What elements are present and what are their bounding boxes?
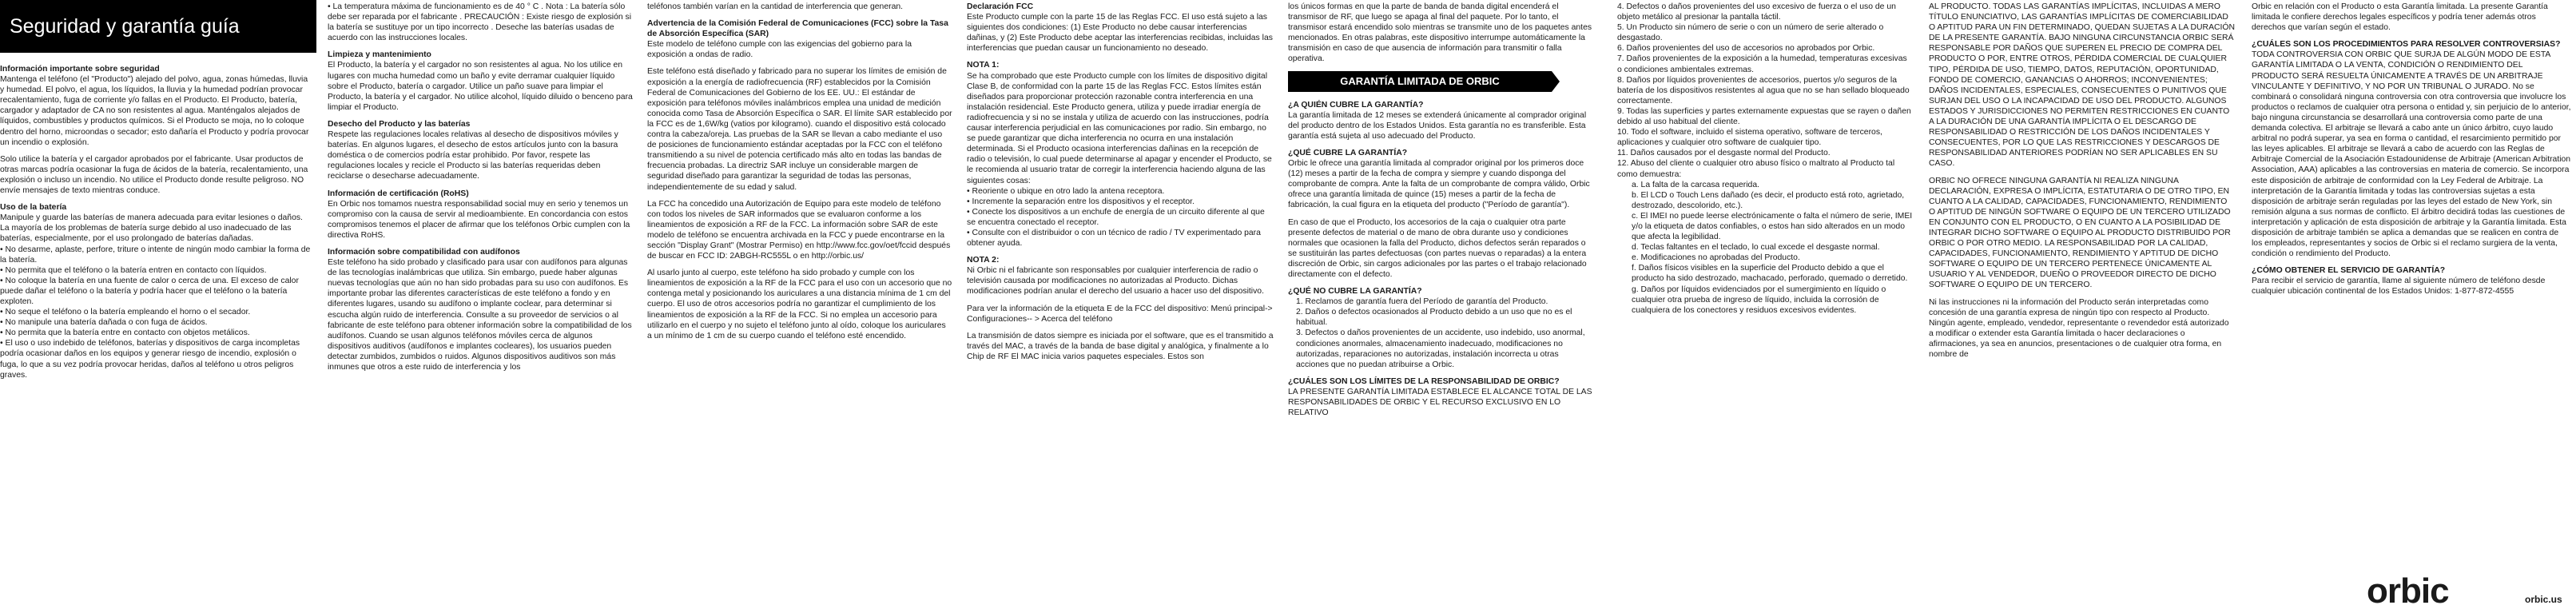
paragraph: Mantenga el teléfono (el "Producto") alejado del polvo, agua, zonas húmedas, lluvia y humedad. El polvo, el agua, los líquidos, la lluvia y la humedad podrían provocar recalentamiento, fuga de corriente y/o fallas en el Producto. El Producto, batería, cargador y adaptador de CA no son resistentes al agua. Manténgalos alejados de líquidos, combustibles y productos químicos. Si el Producto se moja, no lo coloque dentro del horno, microondas o secador; esto dañaría el Producto y podría provocar un incendio o explosión.	[0, 75, 309, 147]
section-heading: Desecho del Producto y las baterías	[328, 119, 471, 129]
paragraph: Al usarlo junto al cuerpo, este teléfono ha sido probado y cumple con los lineamientos de exposición a la RF de la FCC para el uso con un accesorio que no contenga metal y posicionando los auriculares a una distancia mínima de 1 cm del cuerpo. El uso de otros accesorios podría no garantizar el cumplimiento de los lineamientos de exposición a la RF de la FCC. Si no emplea un accesorio para utilizarlo en el cuerpo y no sujeto el teléfono junto al oído, coloque los auriculares a un mínimo de 1 cm de su cuerpo cuando el teléfono esté encendido.	[647, 269, 952, 340]
paragraph: En Orbic nos tomamos nuestra responsabilidad social muy en serio y tenemos un compromiso con la causa de servir al medioambiente. En concordancia con estos compromisos tenemos el placer de afirmar que los teléfonos Orbic cumplen con la directiva RoHS.	[328, 199, 630, 240]
paragraph: Para ver la información de la etiqueta E de la FCC del dispositivo: Menú principal-> Configuraciones-- > Acerca del teléfono	[967, 304, 1273, 324]
paragraph: En caso de que el Producto, los accesorios de la caja o cualquier otra parte presente defectos de material o de mano de obra durante uso y condiciones normales que ocasionen la falla del Producto, dichos defectos serán reparados o se sustituirán las partes defectuosas (con partes nuevas o reparadas) a la entera discreción de Orbic, sin cargos adicionales por las partes o el trabajo relacionado directamente con el defecto.	[1288, 217, 1587, 279]
paragraph: teléfonos también varían en la cantidad de interferencia que generan.	[647, 2, 904, 11]
section-heading: ¿QUÉ CUBRE LA GARANTÍA?	[1288, 148, 1408, 157]
list-item: 8. Daños por líquidos provenientes de accesorios, puertos y/o seguros de la batería de los dispositivos resistentes al agua que no se han sellado bloqueado correctamente.	[1617, 75, 1910, 105]
column-7	[1929, 2, 2236, 613]
column-4	[967, 2, 1274, 613]
section-heading: Declaración FCC	[967, 2, 1034, 11]
list-item: • Incremente la separación entre los dispositivos y el receptor.	[967, 197, 1195, 206]
section-heading: ¿CUÁLES SON LOS PROCEDIMIENTOS PARA RESOLVER CONTROVERSIAS?	[2252, 40, 2561, 50]
numbered-list	[1617, 2, 1913, 180]
list-item: • No coloque la batería en una fuente de calor o cerca de una. El exceso de calor puede dañar el teléfono o la batería y podría hacer que el teléfono o la batería exploten.	[0, 276, 299, 306]
list-item: • Reoriente o ubique en otro lado la antena receptora.	[967, 186, 1165, 196]
section-heading: Limpieza y mantenimiento	[328, 50, 431, 60]
paragraph: TODA CONTROVERSIA CON ORBIC QUE SURJA DE ALGÚN MODO DE ESTA GARANTÍA LIMITADA O LA VENTA, CONDICIÓN O RENDIMIENTO DEL PRODUCTO SERÁ RESUELTA ÚNICAMENTE A TRAVÉS DE UN ARBITRAJE VINCULANTE Y DEFINITIVO, Y NO POR UN TRIBUNAL O JURADO. No se combinará o consolidará ninguna controversia con otra controversia que involucre los productos o reclamos de cualquier otra persona o entidad y, sin perjuicio de lo anterior, bajo ninguna circunstancia se desarrollará una controversia como parte de una demanda colectiva. El arbitraje se llevará a cabo ante un único árbitro, cuyo laudo arbitral no podrá superar, ya sea en forma o cantidad, el resarcimiento permitido por las leyes aplicables. El arbitraje se llevará a cabo de acuerdo con las Reglas de Arbitraje Comercial de la Asociación Estadounidense de Arbitraje (American Arbitration Association, AAA) aplicables a las controversias en materia de comercio. Se incorpora este disposición de arbitraje de conformidad con la Ley Federal de Arbitraje. La interpretación de la Garantía limitada y todas las controversias sujetas a esta disposición de arbitraje serán reguladas por las leyes del estado de New York, sin remisión alguna a sus normas de conflicto. El árbitro decidirá todas las cuestiones de interpretación y aplicación de esta disposición de arbitraje y la Garantía limitada. Esta disposición de arbitraje también se aplica a demandas que se realicen en contra de los empleados, representantes y socios de Orbic si el reclamo surgiera de la venta, condición o rendimiento del Producto.	[2252, 50, 2571, 259]
list-item: b. El LCD o Touch Lens dañado (es decir, el producto está roto, agrietado, destrozado, descolorido, etc.).	[1632, 190, 1905, 210]
section-heading: ¿QUÉ NO CUBRE LA GARANTÍA?	[1288, 287, 1422, 297]
list-item: a. La falta de la carcasa requerida.	[1632, 180, 1759, 189]
section-heading: ¿A QUIÉN CUBRE LA GARANTÍA?	[1288, 100, 1424, 109]
list-item: • No manipule una batería dañada o con fuga de ácidos.	[0, 318, 208, 328]
list-item: d. Teclas faltantes en el teclado, lo cual excede el desgaste normal.	[1632, 243, 1880, 253]
section-heading: ¿CÓMO OBTENER EL SERVICIO DE GARANTÍA?	[2252, 266, 2446, 276]
list-item: • El uso o uso indebido de teléfonos, baterías y dispositivos de carga incompletas podría ocasionar daños en los equipos y generar riesgo de incendio, explosión o fuga, lo que a su vez podría provocar heridas, daños al teléfono u otros peligros graves.	[0, 339, 300, 380]
list-item: 4. Defectos o daños provenientes del uso excesivo de fuerza o el uso de un objeto metálico al presionar la pantalla táctil.	[1617, 2, 1896, 22]
section-heading: Información sobre compatibilidad con audífonos	[328, 247, 520, 257]
numbered-list	[1288, 297, 1593, 370]
section-heading: Información importante sobre seguridad	[0, 65, 160, 74]
list-item: 2. Daños o defectos ocasionados al Producto debido a un uso que no es el habitual.	[1296, 308, 1572, 328]
section-heading: ¿CUÁLES SON LOS LÍMITES DE LA RESPONSABILIDAD DE ORBIC?	[1288, 376, 1560, 386]
list-item: 7. Daños provenientes de la exposición a la humedad, temperaturas excesivas o condiciones ambientales extremas.	[1617, 54, 1907, 74]
column-6	[1609, 2, 1913, 613]
section-heading: NOTA 1:	[967, 61, 1000, 70]
column-2	[328, 2, 633, 613]
paragraph: La FCC ha concedido una Autorización de Equipo para este modelo de teléfono con todos los niveles de SAR informados que se evaluaron conforme a los lineamientos de exposición a RF de la FCC. La información sobre SAR de este modelo de teléfono se encuentra archivada en la FCC y puede encontrarse en la sección "Display Grant" (Mostrar Permiso) en http://www.fcc.gov/oet/fccid después de buscar en FCC ID: 2ABGH-RC555L o en http://orbic.us/	[647, 199, 951, 261]
list-item: • Consulte con el distribuidor o con un técnico de radio / TV experimentado para obtener ayuda.	[967, 228, 1261, 249]
paragraph: La garantía limitada de 12 meses se extenderá únicamente al comprador original del producto dentro de los Estados Unidos. Esta garantía no es transferible. Esta garantía está sujeta al uso adecuado del Producto.	[1288, 110, 1587, 141]
bullet-list	[967, 186, 1274, 249]
list-item: g. Daños por líquidos evidenciados por el sumergimiento en líquido o cualquier otra prueba de ingreso de líquido, incluida la corrosión de cualquiera de los conectores y residuos excesivos evidentes.	[1632, 285, 1886, 315]
list-item: c. El IMEI no puede leerse electrónicamente o falta el número de serie, IMEI y/o la etiqueta de datos confiables, o estos han sido alterados en un modo que afecta la legibilidad.	[1632, 211, 1913, 242]
list-item: • No permita que la batería entre en contacto con objetos metálicos.	[0, 328, 250, 338]
paragraph: Para recibir el servicio de garantía, llame al siguiente número de teléfono desde cualquier ubicación continental de los Estados Unidos: 1-877-872-4555	[2252, 277, 2546, 297]
list-item: 3. Defectos o daños provenientes de un accidente, uso indebido, uso anormal, condiciones anormales, almacenamiento inadecuado, modificaciones no autorizadas, reparaciones no autorizadas, instalación incorrecta u otras acciones que no puedan atribuirse a Orbic.	[1296, 328, 1585, 369]
list-item: • No permita que el teléfono o la batería entren en contacto con líquidos.	[0, 265, 267, 275]
paragraph: Se ha comprobado que este Producto cumple con los límites de dispositivo digital Clase B, de conformidad con la parte 15 de las Reglas FCC. Estos límites están diseñados para proporcionar protección razonable contra interferencia en una instalación residencial. Este Producto genera, utiliza y puede irradiar energía de radiofrecuencia y si no se instala y utiliza de acuerdo con las instrucciones, podría causar interferencia perjudicial en las comunicaciones por radio. Sin embargo, no se puede garantizar que dicha interferencia no ocurra en una instalación determinada. Si el Producto ocasiona interferencias dañinas en la recepción de radio o televisión, lo cual puede determinarse al apagar y encender el Producto, se le recomienda al usuario tratar de corregir la interferencia haciendo alguna de las siguientes cosas:	[967, 71, 1272, 185]
warranty-banner: GARANTÍA LIMITADA DE ORBIC	[1288, 71, 1552, 92]
paragraph: AL PRODUCTO. TODAS LAS GARANTÍAS IMPLÍCITAS, INCLUIDAS A MERO TÍTULO ENUNCIATIVO, LAS GARANTÍAS IMPLÍCITAS DE COMERCIABILIDAD O APTITUD PARA UN FIN DETERMINADO, QUEDAN SUJETAS A LA DURACIÓN DE LA PRESENTE GARANTÍA. BAJO NINGUNA CIRCUNSTANCIA ORBIC SERÁ RESPONSABLE POR DAÑOS QUE SUPEREN EL PRECIO DE COMPRA DEL PRODUCTO O POR, ENTRE OTROS, PÉRDIDA COMERCIAL DE CUALQUIER TIPO, PÉRDIDA DE USO, TIEMPO, DATOS, REPUTACIÓN, OPORTUNIDAD, FONDO DE COMERCIO, GANANCIAS O AHORROS; INCONVENIENTES; DAÑOS INCIDENTALES, ESPECIALES, CONSECUENTES O PUNITIVOS QUE SURJAN DEL USO O LA INCAPACIDAD DE USO DEL PRODUCTO. ALGUNOS ESTADOS Y JURISDICCIONES NO PERMITEN RESTRICCIONES EN CUANTO A LA DURACIÓN DE UNA GARANTÍA IMPLÍCITA O EL DESCARGO DE RESPONSABILIDAD O RESTRICCIÓN DE LOS DAÑOS INCIDENTALES Y CONSECUENTES, POR LO QUE LAS RESTRICCIONES Y DESCARGOS DE RESPONSABILIDAD ANTERIORES PODRÍAN NO SER APLICABLES EN SU CASO.	[1929, 2, 2235, 169]
list-item: • No seque el teléfono o la batería empleando el horno o el secador.	[0, 308, 251, 317]
list-item: 10. Todo el software, incluido el sistema operativo, software de terceros, aplicaciones y cualquier otro software de cualquier tipo.	[1617, 128, 1882, 148]
paragraph: Solo utilice la batería y el cargador aprobados por el fabricante. Usar productos de otras marcas podría ocasionar la fuga de ácidos de la batería, recalentamiento, una explosión o incluso un incendio. No utilice el Producto donde resulte peligroso. NO envíe mensajes de texto mientras conduce.	[0, 154, 308, 196]
paragraph: Este teléfono ha sido probado y clasificado para usar con audífonos para algunas de las tecnologías inalámbricas que utiliza. Sin embargo, puede haber algunas nuevas tecnologías que aún no han sido probadas para su uso con audífonos. Es importante probar las diferentes características de este teléfono a fondo y en diferentes lugares, usando su audífono o implante coclear, para determinar si escucha algún ruido de interferencia. Consulte a su proveedor de servicios o al fabricante de este teléfono para obtener información sobre la compatibilidad de los audífonos. Cuando se usan algunos teléfonos móviles cerca de algunos dispositivos auditivos (audífonos e implantes cocleares), los usuarios pueden detectar zumbidos, zumbidos o ruidos. Algunos dispositivos auditivos son más inmunes que otros a este ruido de interferencia y los	[328, 258, 632, 372]
paragraph: Este teléfono está diseñado y fabricado para no superar los límites de emisión de exposición a la energía de radiofrecuencia (RF) establecidos por la Comisión Federal de Comunicaciones del Gobierno de los EE. UU.: El estándar de exposición para teléfonos móviles inalámbricos emplea una unidad de medición conocida como Tasa de Absorción Específica o SAR. El límite SAR establecido por la FCC es de 1,6W/kg (vatios por kilogramo). cuando el dispositivo está colocado contra la cabeza/oreja. Las pruebas de la SAR se llevan a cabo mediante el uso de posiciones de funcionamiento estándar aceptadas por la FCC con el teléfono transmitiendo a su nivel de potencia certificado más alto en todas las bandas de frecuencia probadas. La directriz SAR incluye un considerable margen de seguridad diseñado para garantizar la seguridad de todas las personas, independientemente de su edad y salud.	[647, 67, 952, 192]
paragraph: Ni Orbic ni el fabricante son responsables por cualquier interferencia de radio o televisión causada por modificaciones no autorizadas al Producto. Dichas modificaciones podrían anular el derecho del usuario a hacer uso del dispositivo.	[967, 266, 1264, 297]
list-item: 1. Reclamos de garantía fuera del Período de garantía del Producto.	[1296, 297, 1548, 307]
list-item: • No desarme, aplaste, perfore, triture o intente de ningún modo cambiar la forma de la batería.	[0, 245, 311, 265]
paragraph: Orbic en relación con el Producto o esta Garantía limitada. La presente Garantía limitada le confiere derechos legales específicos y podría tener además otros derechos que varían según el estado.	[2252, 2, 2548, 33]
column-1	[0, 64, 313, 613]
paragraph: Orbic le ofrece una garantía limitada al comprador original por los primeros doce (12) meses a partir de la fecha de compra y siempre y cuando disponga del comprobante de compra. Ante la falta de un comprobante de compra válido, Orbic ofrece una garantía limitada de quince (15) meses a partir de la fecha de fabricación, la cual figura en la etiqueta del producto ("Período de garantía").	[1288, 159, 1590, 210]
list-item: 9. Todas las superficies y partes externamente expuestas que se rayen o dañen debido al uso habitual del cliente.	[1617, 106, 1911, 127]
paragraph: Este Producto cumple con la parte 15 de las Reglas FCC. El uso está sujeto a las siguientes dos condiciones: (1) Este Producto no debe causar interferencias dañinas, y (2) Este Producto debe aceptar las interferencias recibidas, incluidas las interferencias que puedan causar un funcionamiento no deseado.	[967, 13, 1273, 54]
paragraph: Manipule y guarde las baterías de manera adecuada para evitar lesiones o daños. La mayoría de los problemas de batería surge debido al uso inadecuado de las baterías, especialmente, por el uso prolongado de baterías dañadas.	[0, 213, 303, 244]
list-item: e. Modificaciones no aprobadas del Producto.	[1632, 253, 1800, 263]
list-item: f. Daños físicos visibles en la superficie del Producto debido a que el producto ha sido destrozado, machacado, perforado, quemado o derretido.	[1632, 264, 1908, 284]
footer-url: orbic.us	[2525, 594, 2562, 605]
list-item: • Conecte los dispositivos a un enchufe de energía de un circuito diferente al que se encuentra conectado el receptor.	[967, 207, 1265, 227]
section-heading: Uso de la batería	[0, 203, 67, 213]
section-heading: NOTA 2:	[967, 256, 1000, 265]
section-heading: Advertencia de la Comisión Federal de Comunicaciones (FCC) sobre la Tasa de Absorción Específica (SAR)	[647, 19, 948, 39]
list-item: 11. Daños causados por el desgaste normal del Producto.	[1617, 149, 1831, 158]
orbic-logo: orbic	[2367, 571, 2449, 611]
paragraph: ORBIC NO OFRECE NINGUNA GARANTÍA NI REALIZA NINGUNA DECLARACIÓN, EXPRESA O IMPLÍCITA, ESTATUTARIA O DE OTRO TIPO, EN CUANTO A LA CALIDAD, CAPACIDADES, FUNCIONAMIENTO, RENDIMIENTO O APTITUD DE NINGÚN SOFTWARE O EQUIPO DE UN TERCERO UTILIZADO EN CONJUNTO CON EL PRODUCTO, O EN CUANTO A LA POSIBILIDAD DE INTEGRAR DICHO SOFTWARE O EQUIPO AL PRODUCTO DISTRIBUIDO POR ORBIC O POR OTRO MEDIO. LA RESPONSABILIDAD POR LA CALIDAD, CAPACIDADES, FUNCIONAMIENTO, RENDIMIENTO Y APTITUD DE DICHO SOFTWARE O EQUIPO DE UN TERCERO PERTENECE ÚNICAMENTE AL USUARIO Y AL VENDEDOR, DUEÑO O PROVEEDOR DIRECTO DE DICHO SOFTWARE O EQUIPO DE UN TERCERO.	[1929, 176, 2231, 290]
column-5	[1288, 2, 1593, 613]
column-3	[647, 2, 952, 613]
paragraph: La transmisión de datos siempre es iniciada por el software, que es el transmitido a través del MAC, a través de la banda de base digital y analógica, y finalmente a lo Chip de RF El MAC inicia varios paquetes especiales. Estos son	[967, 331, 1274, 361]
bullet-list	[0, 245, 313, 380]
sub-list	[1617, 180, 1913, 316]
paragraph: LA PRESENTE GARANTÍA LIMITADA ESTABLECE EL ALCANCE TOTAL DE LAS RESPONSABILIDADES DE ORBIC Y EL RECURSO EXCLUSIVO EN LO RELATIVO	[1288, 387, 1592, 418]
paragraph: Este modelo de teléfono cumple con las exigencias del gobierno para la exposición a ondas de radio.	[647, 40, 912, 60]
paragraph: Respete las regulaciones locales relativas al desecho de dispositivos móviles y baterías. En algunos lugares, el desecho de estos artículos junto con la basura doméstica o de comercios podría estar prohibido. Por favor, respete las regulaciones locales y recicle el Producto si las baterías requeridas deben reciclarse o desecharse adecuadamente.	[328, 130, 618, 181]
list-item: • La temperatura máxima de funcionamiento es de 40 ° C . Nota : La batería sólo debe ser reparada por el fabricante . PRECAUCIÓN : Existe riesgo de explosión si la batería se sustituye por un tipo incorrecto . Deseche las baterías usadas de acuerdo con las instrucciones locales.	[328, 2, 632, 43]
paragraph: El Producto, la batería y el cargador no son resistentes al agua. No los utilice en lugares con mucha humedad como un baño y evite derramar cualquier líquido sobre el Producto, batería o cargador. Utilice un paño suave para limpiar el Producto, la batería y el cargador. No utilice alcohol, líquido diluido o benceno para limpiar el Producto.	[328, 61, 633, 112]
page-title: Seguridad y garantía guía	[0, 0, 316, 53]
section-heading: Información de certificación (RoHS)	[328, 189, 469, 198]
paragraph: Ni las instrucciones ni la información del Producto serán interpretadas como concesión de una garantía expresa de ningún tipo con respecto al Producto. Ningún agente, empleado, vendedor, representante o revendedor está autorizado a modificar o extender esta Garantía limitada o hacer declaraciones o afirmaciones, ya sea en anuncios, presentaciones o de cualquier otra forma, en nombre de	[1929, 297, 2229, 359]
paragraph: los únicos formas en que la parte de banda de banda digital encenderá el transmisor de RF, que luego se apaga al final del paquete. Por lo tanto, el transmisor estará encendido solo mientras se transmite uno de los paquetes antes mencionados. En otras palabras, este dispositivo interrumpe automáticamente la transmisión en caso de que ausencia de información para transmitir o falla operativa.	[1288, 2, 1592, 64]
list-item: 5. Un Producto sin número de serie o con un número de serie alterado o desgastado.	[1617, 23, 1884, 43]
list-item: 6. Daños provenientes del uso de accesorios no aprobados por Orbic.	[1617, 44, 1875, 54]
column-8	[2252, 2, 2571, 561]
list-item: 12. Abuso del cliente o cualquier otro abuso físico o maltrato al Producto tal como demuestra:	[1617, 159, 1895, 179]
